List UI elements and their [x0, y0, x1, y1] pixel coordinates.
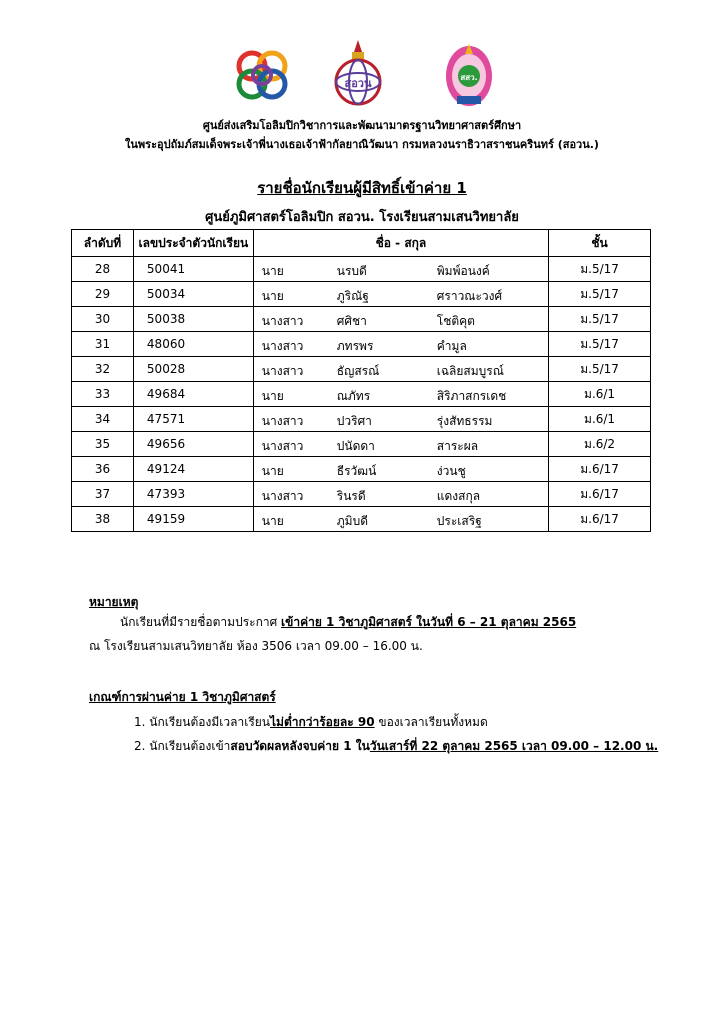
order-cell: 38 — [72, 507, 134, 532]
criteria-text: ของเวลาเรียนทั้งหมด — [374, 715, 488, 729]
first-name: ธัญสรณ์ — [336, 364, 380, 378]
order-cell: 31 — [72, 332, 134, 357]
name-cell — [253, 307, 548, 332]
name-cell — [253, 432, 548, 457]
name-prefix: นาย — [261, 389, 284, 403]
class-cell: ม.6/17 — [549, 482, 651, 507]
criteria-item-2 — [134, 737, 658, 756]
criteria-text: 1. นักเรียนต้องมีเวลาเรียน — [134, 715, 270, 729]
student-list-table — [71, 229, 651, 532]
logo-bar — [0, 44, 724, 110]
last-name: ศราวณะวงศ์ — [436, 289, 503, 303]
student-id-cell: 50028 — [133, 357, 253, 382]
student-id-cell: 50041 — [133, 257, 253, 282]
first-name: รินรดี — [336, 489, 366, 503]
table-row — [72, 507, 651, 532]
class-cell: ม.5/17 — [549, 357, 651, 382]
name-cell — [253, 457, 548, 482]
last-name: รุ่งสัทธรรม — [436, 414, 493, 428]
order-cell: 30 — [72, 307, 134, 332]
name-prefix: นาย — [261, 289, 284, 303]
class-cell: ม.5/17 — [549, 282, 651, 307]
table-row — [72, 407, 651, 432]
name-prefix: นาย — [261, 464, 284, 478]
first-name: นรบดี — [336, 264, 367, 278]
criteria-item-1 — [134, 713, 488, 732]
name-cell — [253, 282, 548, 307]
organization-name: ศูนย์ส่งเสริมโอลิมปิกวิชาการและพัฒนามาตรฐานวิทยาศาสตร์ศึกษา — [202, 119, 522, 132]
name-cell — [253, 332, 548, 357]
class-cell: ม.6/1 — [549, 382, 651, 407]
last-name: ง่วนชู — [436, 464, 466, 478]
student-id-cell: 47393 — [133, 482, 253, 507]
order-cell: 34 — [72, 407, 134, 432]
header-student-id: เลขประจำตัวนักเรียน — [133, 230, 253, 257]
student-id-cell: 50038 — [133, 307, 253, 332]
student-id-cell: 47571 — [133, 407, 253, 432]
table-row — [72, 307, 651, 332]
class-cell: ม.5/17 — [549, 257, 651, 282]
class-cell: ม.6/17 — [549, 457, 651, 482]
remark-text: นักเรียนที่มีรายชื่อตามประกาศ — [120, 615, 282, 629]
table-row — [72, 332, 651, 357]
class-cell: ม.6/17 — [549, 507, 651, 532]
name-prefix: นางสาว — [261, 339, 304, 353]
student-id-cell: 49656 — [133, 432, 253, 457]
name-prefix: นางสาว — [261, 489, 304, 503]
class-cell: ม.6/2 — [549, 432, 651, 457]
last-name: สาระผล — [436, 439, 479, 453]
first-name: ภทรพร — [336, 339, 374, 353]
posn-logo — [330, 38, 386, 112]
name-cell — [253, 257, 548, 282]
header-full-name: ชื่อ - สกุล — [253, 230, 548, 257]
student-id-cell: 48060 — [133, 332, 253, 357]
first-name: ปวริศา — [336, 414, 372, 428]
name-prefix: นาย — [261, 514, 284, 528]
order-cell: 37 — [72, 482, 134, 507]
table-row — [72, 282, 651, 307]
name-cell — [253, 507, 548, 532]
camp-dates: เข้าค่าย 1 วิชาภูมิศาสตร์ ในวันที่ 6 – 21 ตุลาคม 2565 — [281, 615, 577, 629]
table-row — [72, 457, 651, 482]
last-name: แดงสกุล — [436, 489, 481, 503]
name-cell — [253, 382, 548, 407]
name-prefix: นางสาว — [261, 314, 304, 328]
name-prefix: นางสาว — [261, 414, 304, 428]
class-cell: ม.5/17 — [549, 332, 651, 357]
student-id-cell: 49124 — [133, 457, 253, 482]
last-name: ประเสริฐ — [436, 514, 482, 528]
order-cell: 29 — [72, 282, 134, 307]
first-name: ธีรวัฒน์ — [336, 464, 377, 478]
student-id-cell: 50034 — [133, 282, 253, 307]
svg-text:สสว.: สสว. — [460, 73, 478, 82]
table-row — [72, 482, 651, 507]
order-cell: 28 — [72, 257, 134, 282]
remark-heading: หมายเหตุ — [89, 595, 139, 609]
order-cell: 35 — [72, 432, 134, 457]
header-class: ชั้น — [549, 230, 651, 257]
exam-requirement: สอบวัดผลหลังจบค่าย 1 ใน — [230, 739, 370, 753]
name-cell — [253, 482, 548, 507]
name-cell — [253, 357, 548, 382]
order-cell: 33 — [72, 382, 134, 407]
first-name: ภูริณัฐ — [336, 289, 369, 303]
school-emblem-logo — [443, 40, 495, 110]
student-id-cell: 49159 — [133, 507, 253, 532]
name-prefix: นางสาว — [261, 364, 304, 378]
last-name: สิริภาสกรเดช — [436, 389, 507, 403]
last-name: โชติคุต — [436, 314, 475, 328]
first-name: ภูมิบดี — [336, 514, 368, 528]
table-row — [72, 382, 651, 407]
document-title: รายชื่อนักเรียนผู้มีสิทธิ์เข้าค่าย 1 — [257, 179, 467, 197]
last-name: พิมพ์อนงค์ — [436, 264, 490, 278]
criteria-text: 2. นักเรียนต้องเข้า — [134, 739, 231, 753]
class-cell: ม.6/1 — [549, 407, 651, 432]
attendance-requirement: ไม่ต่ำกว่าร้อยละ 90 — [270, 715, 375, 729]
order-cell: 32 — [72, 357, 134, 382]
patronage-line: ในพระอุปถัมภ์สมเด็จพระเจ้าพี่นางเธอเจ้าฟ้ากัลยาณิวัฒนา กรมหลวงนราธิวาสราชนครินทร์ (สอวน.) — [125, 138, 599, 151]
last-name: คำมูล — [436, 339, 467, 353]
table-row — [72, 357, 651, 382]
remark-line-2: ณ โรงเรียนสามเสนวิทยาลัย ห้อง 3506 เวลา 09.00 – 16.00 น. — [89, 639, 423, 653]
order-cell: 36 — [72, 457, 134, 482]
criteria-heading: เกณฑ์การผ่านค่าย 1 วิชาภูมิศาสตร์ — [89, 690, 276, 704]
student-id-cell: 49684 — [133, 382, 253, 407]
class-cell: ม.5/17 — [549, 307, 651, 332]
last-name: เฉลิยสมบูรณ์ — [436, 364, 504, 378]
first-name: ศศิชา — [336, 314, 367, 328]
name-prefix: นางสาว — [261, 439, 304, 453]
remark-line-1 — [120, 613, 576, 632]
header-order: ลำดับที่ — [72, 230, 134, 257]
table-body — [72, 257, 651, 532]
table-header-row — [72, 230, 651, 257]
name-prefix: นาย — [261, 264, 284, 278]
table-row — [72, 257, 651, 282]
first-name: ปนัดดา — [336, 439, 375, 453]
name-cell — [253, 407, 548, 432]
document-subtitle: ศูนย์ภูมิศาสตร์โอลิมปิก สอวน. โรงเรียนสามเสนวิทยาลัย — [205, 210, 519, 225]
olympic-academic-logo — [232, 44, 292, 104]
first-name: ณภัทร — [336, 389, 371, 403]
table-row — [72, 432, 651, 457]
exam-date: วันเสาร์ที่ 22 ตุลาคม 2565 เวลา 09.00 – 12.00 น. — [369, 739, 659, 753]
svg-text:สอวน: สอวน — [344, 77, 372, 90]
